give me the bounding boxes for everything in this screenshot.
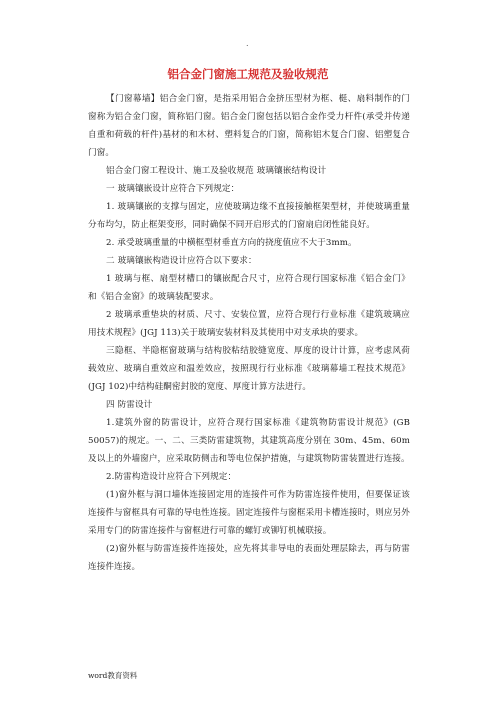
paragraph: 1 玻璃与框、扇型材槽口的镶嵌配合尺寸，应符合现行国家标准《铝合金门》和《铝合金窗》的玻璃装配要求。 [88,274,410,302]
section-heading: 四 防雷设计 [106,400,153,410]
paragraph: (1)窗外框与洞口墙体连接固定用的连接件可作为防雷连接件使用，但要保证该连接件与窗框具有可靠的导电性连接。固定连接件与窗框采用卡槽连接时，则应另外采用专门的防雷连接件与窗框进行可靠的螺钉或铆钉机械联接。 [88,490,410,536]
document-title: 铝合金门窗施工规范及验收规范 [167,67,329,81]
header-mark: . [246,39,249,48]
paragraph: 铝合金门窗工程设计、施工及验收规范 玻璃镶嵌结构设计 [106,166,327,176]
paragraph: 1.建筑外窗的防雷设计，应符合现行国家标准《建筑物防雷设计规范》(GB 50057)的规定。一、二、三类防雷建筑物，其建筑高度分别在 30m、45m、60m 及以上的外墙窗户，应采取防侧击和等电位保护措施，与建筑物防雷装置进行连接。 [88,418,410,464]
paragraph: 1. 玻璃镶嵌的支撑与固定，应使玻璃边缘不直接接触框架型材，并使玻璃重量分布均匀，防止框架变形，同时确保不同开启形式的门窗扇启闭性能良好。 [88,202,410,230]
footer-label: word教育资料 [88,671,138,680]
section-heading: 一 玻璃镶嵌设计应符合下列规定： [106,184,240,194]
section-heading: 二 玻璃镶嵌构造设计应符合以下要求： [106,256,257,266]
paragraph: (2)窗外框与防雷连接件连接处，应先将其非导电的表面处理层除去，再与防雷连接件连接。 [88,544,410,572]
paragraph: 【门窗幕墙】铝合金门窗，是指采用铝合金挤压型材为框、梃、扇料制作的门窗称为铝合金门窗，简称铝门窗。铝合金门窗包括以铝合金作受力杆件(承受并传递自重和荷载的杆件)基材的和木材、塑料复合的门窗，简称铝木复合门窗、铝塑复合门窗。 [88,94,410,158]
paragraph: 2 玻璃承重垫块的材质、尺寸、安装位置，应符合现行行业标准《建筑玻璃应用技术规程》(JGJ 113)关于玻璃安装材料及其使用中对支承块的要求。 [88,310,410,338]
paragraph: 2.防雷构造设计应符合下列规定： [106,472,237,482]
document-body [88,90,410,576]
paragraph: 三隐框、半隐框窗玻璃与结构胶粘结胶缝宽度、厚度的设计计算，应考虑风荷载效应、玻璃自重效应和温差效应，按照现行行业标准《玻璃幕墙工程技术规范》(JGJ 102)中结构硅酮密封胶的宽度、厚度计算方法进行。 [88,346,410,392]
paragraph: 2. 承受玻璃重量的中横框型材垂直方向的挠度值应不大于3mm。 [106,238,357,248]
